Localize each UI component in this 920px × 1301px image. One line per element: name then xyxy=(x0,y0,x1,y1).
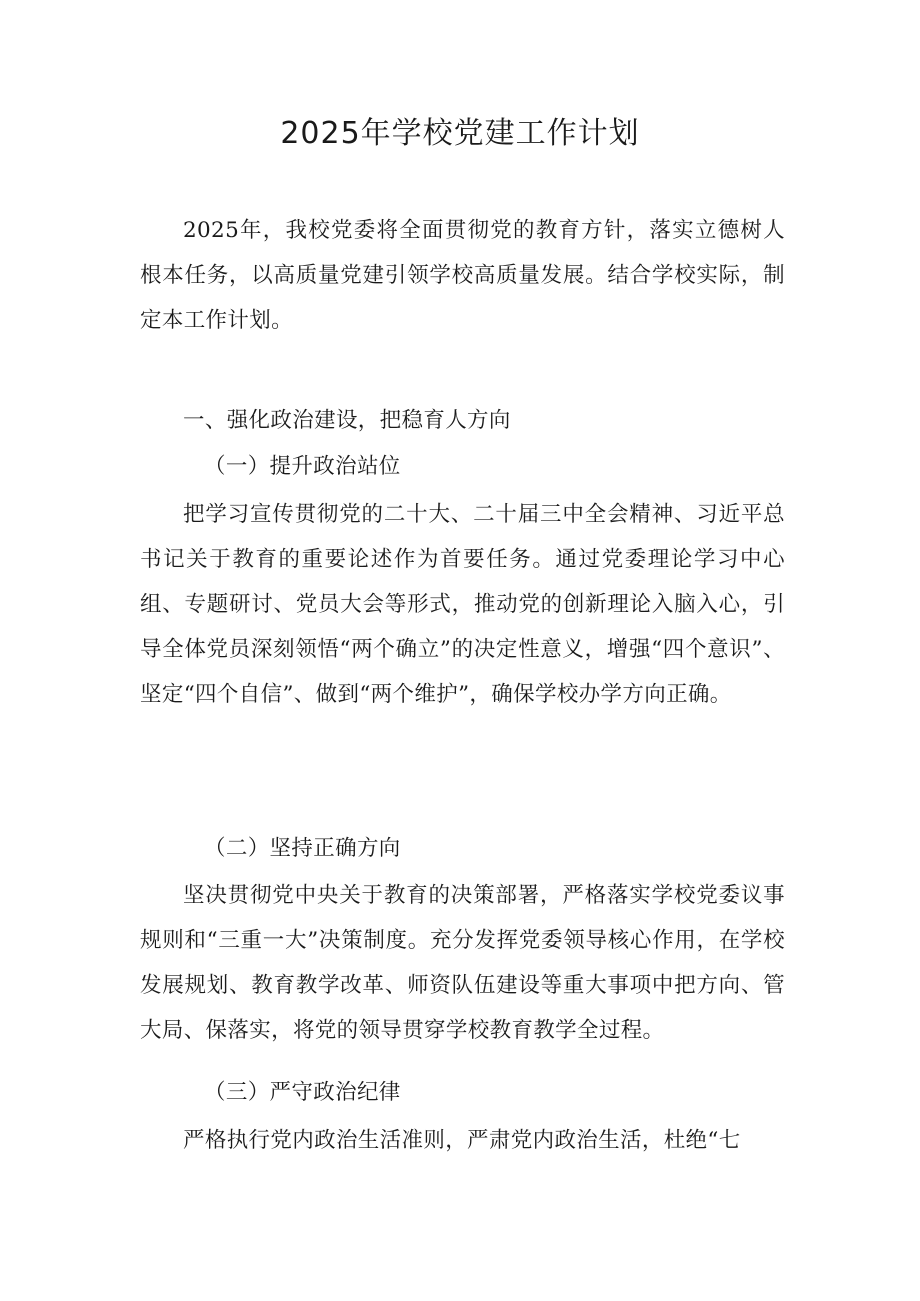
intro-paragraph: 2025年，我校党委将全面贯彻党的教育方针，落实立德树人根本任务，以高质量党建引领学校高质量发展。结合学校实际，制定本工作计划。 xyxy=(140,218,785,333)
document-title: 2025年学校党建工作计划 xyxy=(280,116,640,151)
subsection-body-1: 把学习宣传贯彻党的二十大、二十届三中全会精神、习近平总书记关于教育的重要论述作为首要任务。通过党委理论学习中心组、专题研讨、党员大会等形式，推动党的创新理论入脑入心，引导全体党员深刻领悟“两个确立”的决定性意义，增强“四个意识”、坚定“四个自信”、做到“两个维护”，确保学校办学方向正确。 xyxy=(140,502,785,707)
subsection-body-3: 严格执行党内政治生活准则，严肃党内政治生活，杜绝“七 xyxy=(183,1128,741,1153)
subsection-heading-2: （二）坚持正确方向 xyxy=(204,836,401,861)
section-heading-1: 一、强化政治建设，把稳育人方向 xyxy=(183,408,511,433)
subsection-heading-1: （一）提升政治站位 xyxy=(204,454,401,479)
subsection-body-2: 坚决贯彻党中央关于教育的决策部署，严格落实学校党委议事规则和“三重一大”决策制度。充分发挥党委领导核心作用，在学校发展规划、教育教学改革、师资队伍建设等重大事项中把方向、管大局、保落实，将党的领导贯穿学校教育教学全过程。 xyxy=(140,883,785,1043)
subsection-heading-3: （三）严守政治纪律 xyxy=(204,1080,401,1105)
